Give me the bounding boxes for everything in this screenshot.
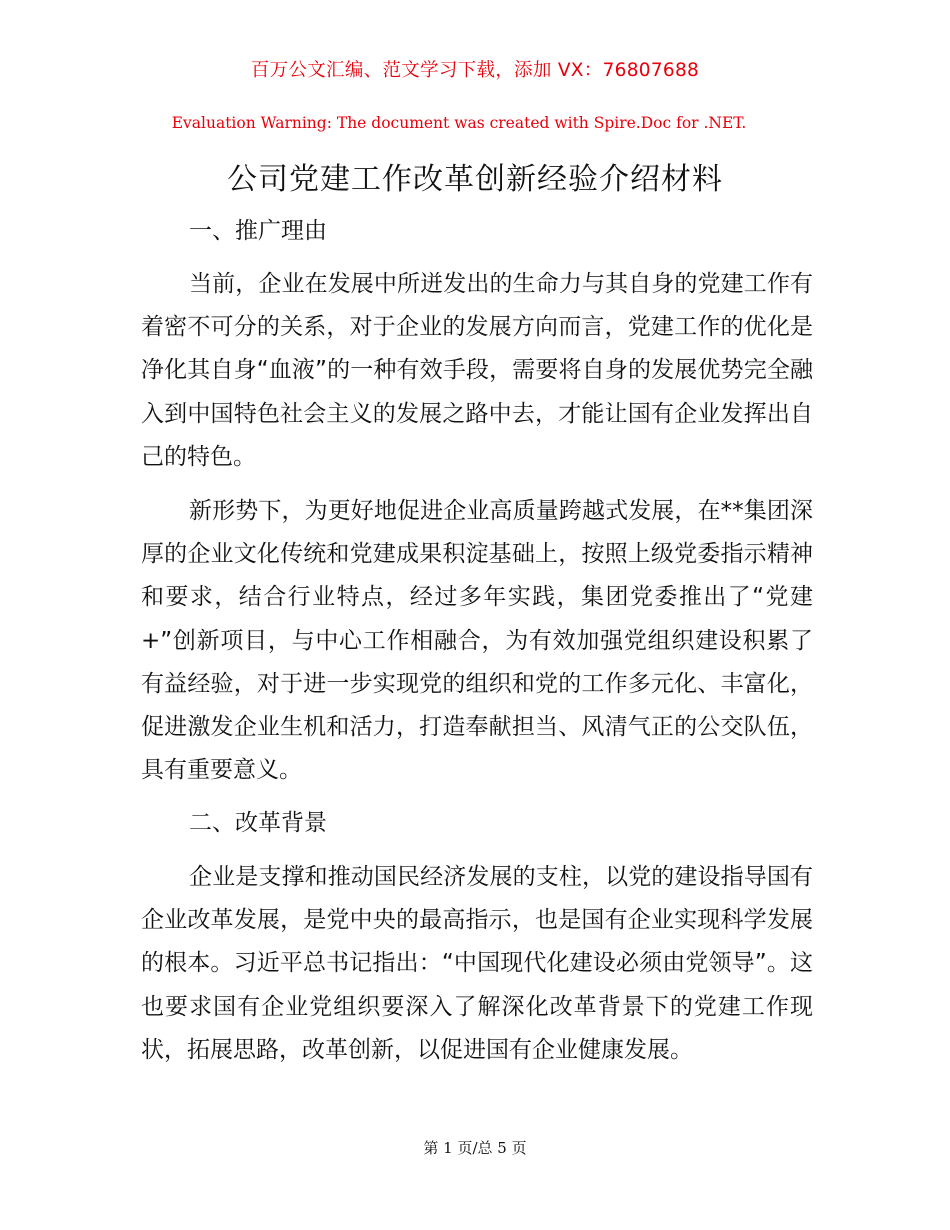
section-1-paragraph-1: 当前，企业在发展中所迸发出的生命力与其自身的党建工作有着密不可分的关系，对于企业的发展方向而言，党建工作的优化是净化其自身“血液”的一种有效手段，需要将自身的发展优势完全融入到中国特色社会主义的发展之路中去，才能让国有企业发挥出自己的特色。 (141, 271, 813, 470)
section-heading-1: 一、推广理由 (189, 218, 327, 244)
section-1-paragraph-2: 新形势下，为更好地促进企业高质量跨越式发展，在**集团深厚的企业文化传统和党建成果积淀基础上，按照上级党委指示精神和要求，结合行业特点，经过多年实践，集团党委推出了“党建+”创新项目，与中心工作相融合，为有效加强党组织建设积累了有益经验，对于进一步实现党的组织和党的工作多元化、丰富化，促进激发企业生机和活力，打造奉献担当、风清气正的公交队伍，具有重要意义。 (141, 498, 813, 784)
header-ad-text: 百万公文汇编、范文学习下载，添加 VX：76807688 (250, 60, 700, 81)
document-title: 公司党建工作改革创新经验介绍材料 (227, 162, 723, 197)
evaluation-warning: Evaluation Warning: The document was created with Spire.Doc for .NET. (171, 114, 747, 132)
page-footer: 第 1 页/总 5 页 (423, 1139, 527, 1157)
section-2-paragraph-1: 企业是支撑和推动国民经济发展的支柱，以党的建设指导国有企业改革发展，是党中央的最高指示，也是国有企业实现科学发展的根本。习近平总书记指出：“中国现代化建设必须由党领导”。这也要求国有企业党组织要深入了解深化改革背景下的党建工作现状，拓展思路，改革创新，以促进国有企业健康发展。 (141, 864, 813, 1063)
section-heading-2: 二、改革背景 (189, 810, 327, 836)
